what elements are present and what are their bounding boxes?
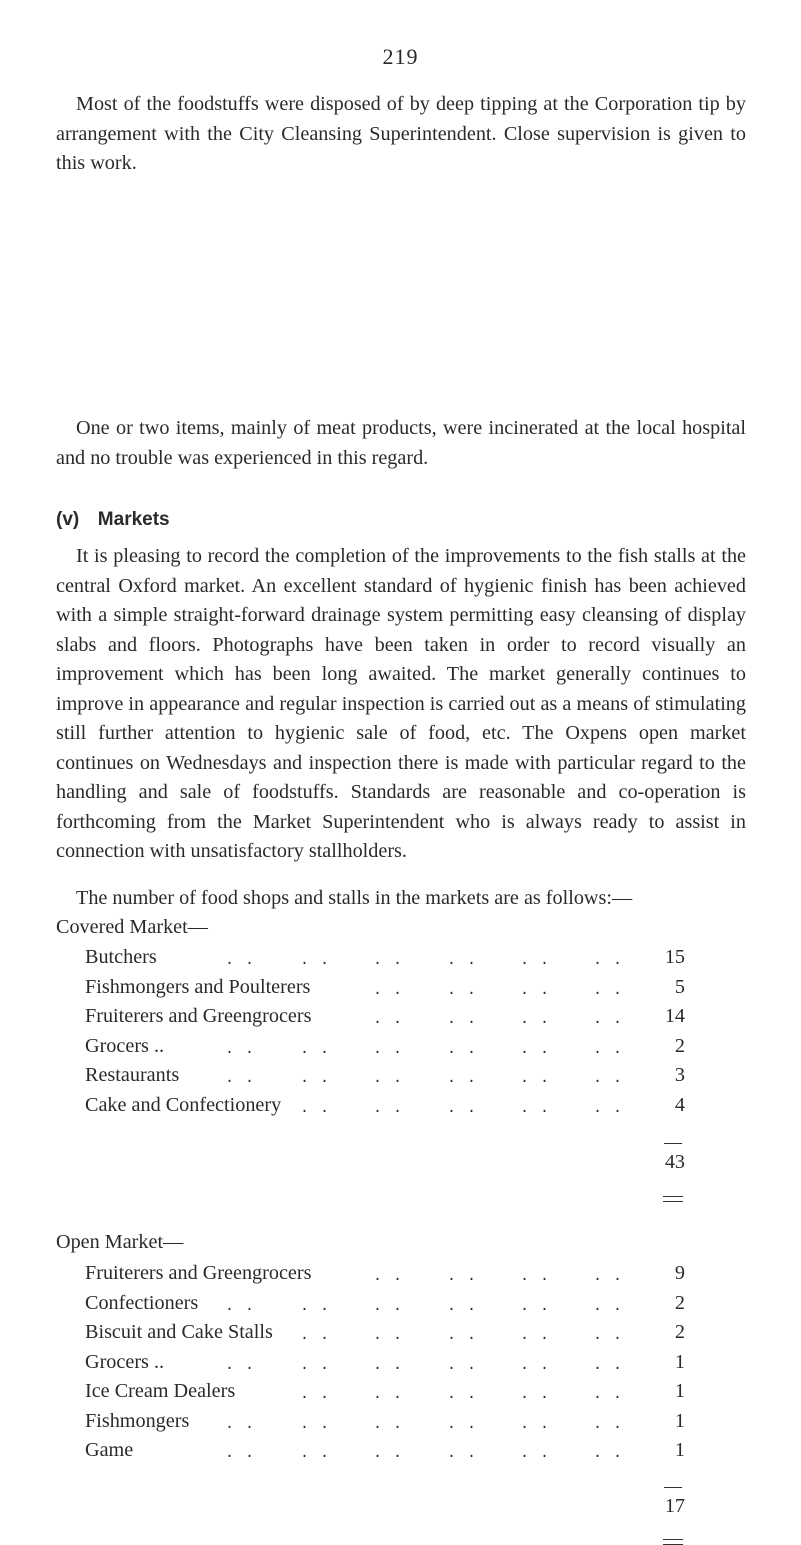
list-item-label: Biscuit and Cake Stalls: [85, 1321, 283, 1344]
list-item: . . . . . . . . Fishmongers and Poulterers 5: [85, 975, 685, 999]
list-item-value: 5: [674, 975, 685, 998]
list-item-value: 1: [674, 1350, 685, 1373]
open-total-double-rule: [663, 1539, 683, 1545]
intro-paragraph-1-text: Most of the foodstuffs were disposed of by deep tipping at the Corporation tip by arrangement with the City Cleansing Superintendent. Close supervision is given to this work.: [56, 93, 746, 174]
list-item: . . . . . . . . . . . . Fishmongers 1: [85, 1409, 685, 1433]
list-item: . . . . . . . . Fruiterers and Greengrocers 9: [85, 1262, 685, 1285]
covered-market-title: Covered Market—: [56, 916, 208, 938]
page-number: 219: [382, 44, 419, 69]
section-paragraph-2-text: The number of food shops and stalls in the markets are as follows:—: [76, 887, 633, 909]
list-item: . . . . . . . . . . . . Grocers .. 2: [85, 1034, 685, 1058]
list-item-label: Ice Cream Dealers: [85, 1380, 245, 1403]
list-item-value: 1: [674, 1380, 685, 1402]
list-item-value: 9: [674, 1262, 685, 1284]
section-heading: [56, 509, 170, 531]
list-item: . . . . . . . . . . . . Grocers .. 1: [85, 1350, 685, 1374]
open-market-title: Open Market—: [56, 1231, 184, 1253]
covered-market-total: 43: [664, 1151, 685, 1173]
list-item-label: Butchers: [85, 946, 167, 969]
list-item: . . . . . . . . . . Biscuit and Cake Stalls 2: [85, 1321, 685, 1344]
section-paragraph-2: [56, 884, 746, 914]
list-item-value: 4: [674, 1093, 685, 1116]
list-item-value: 2: [674, 1321, 685, 1343]
list-item: . . . . . . . . Fruiterers and Greengrocers 14: [85, 1005, 685, 1028]
list-item: . . . . . . . . . . Cake and Confectionery 4: [85, 1093, 685, 1117]
list-item-value: 15: [664, 946, 685, 968]
list-item-label: Restaurants: [85, 1064, 189, 1087]
intro-paragraph-1: [56, 90, 746, 179]
covered-total-double-rule: [663, 1196, 683, 1202]
list-item-label: Grocers ..: [85, 1351, 174, 1374]
list-item-value: 2: [674, 1291, 685, 1314]
section-number: (v): [56, 509, 80, 530]
list-item-label: Game: [85, 1439, 143, 1462]
list-item-label: Confectioners: [85, 1292, 208, 1315]
section-paragraph-1: [56, 542, 746, 867]
list-item-value: 3: [674, 1064, 685, 1086]
open-total-rule: [664, 1487, 682, 1488]
list-item: . . . . . . . . . . Ice Cream Dealers 1: [85, 1380, 685, 1403]
open-market-total: 17: [664, 1494, 685, 1517]
list-item-value: 1: [674, 1409, 685, 1432]
list-item-value: 2: [674, 1034, 685, 1057]
list-item-label: Fishmongers and Poulterers: [85, 976, 320, 999]
list-item-label: Fishmongers: [85, 1410, 199, 1433]
list-item-label: Grocers ..: [85, 1035, 174, 1058]
intro-paragraph-2-text: One or two items, mainly of meat products, were incinerated at the local hospital and no trouble was experienced in this regard.: [56, 417, 746, 469]
list-item: . . . . . . . . . . . . Game 1: [85, 1439, 685, 1462]
list-item-value: 1: [674, 1439, 685, 1461]
list-item-label: Fruiterers and Greengrocers: [85, 1005, 321, 1028]
list-item: . . . . . . . . . . . . Confectioners 2: [85, 1291, 685, 1315]
list-item: . . . . . . . . . . . . Restaurants 3: [85, 1064, 685, 1087]
section-title: Markets: [97, 509, 170, 530]
intro-paragraph-2: [56, 414, 746, 473]
list-item-label: Cake and Confectionery: [85, 1094, 291, 1117]
covered-total-rule: [664, 1143, 682, 1144]
list-item: . . . . . . . . . . . . Butchers 15: [85, 946, 685, 969]
list-item-value: 14: [664, 1005, 685, 1027]
section-paragraph-1-text: It is pleasing to record the completion of the improvements to the fish stalls at the central Oxford market. An excellent standard of hygienic finish has been achieved with a simple straight-forward drainage system permitting easy cleansing of display slabs and floors. Photographs have been taken in order to record visually an improvement which has been long awaited. The market generally continues to improve in appearance and regular inspection is carried out as a means of stimulating still further attention to hygienic sale of food, etc. The Oxpens open market continues on Wednesdays and inspection there is made with particular regard to the handling and sale of foodstuffs. Standards are reasonable and co-operation is forthcoming from the Market Superintendent who is always ready to assist in connection with unsatisfactory stallholders.: [56, 545, 746, 862]
list-item-label: Fruiterers and Greengrocers: [85, 1262, 321, 1285]
